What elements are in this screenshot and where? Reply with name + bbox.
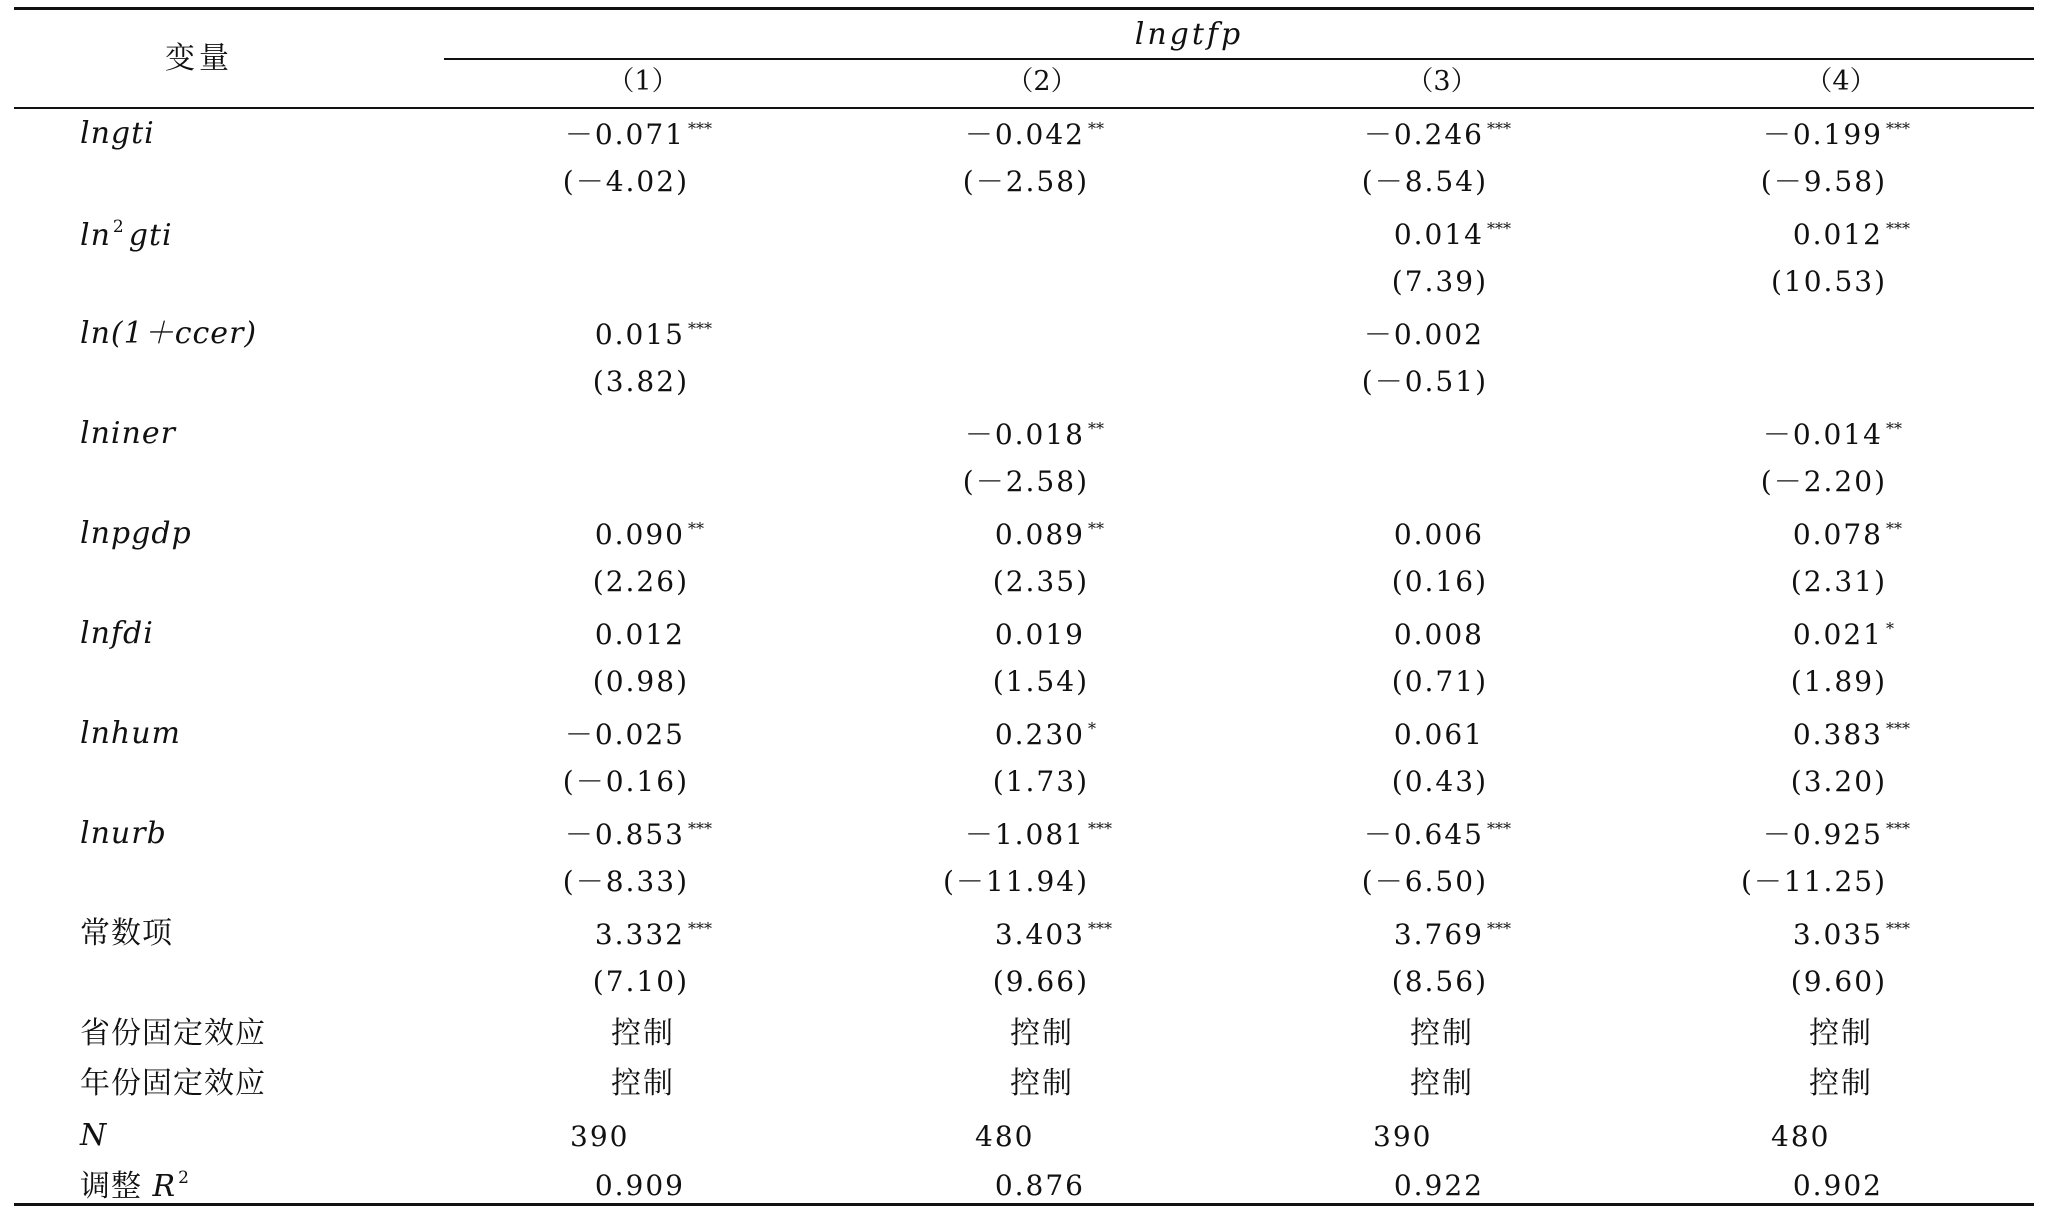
t-statistic: (－8.54) [1361, 165, 1488, 198]
coefficient-value: 0.383 [1792, 718, 1883, 751]
significance-stars: *** [1487, 119, 1511, 138]
control-value: 控制 [1410, 1066, 1474, 1101]
t-statistic: (－2.58) [962, 165, 1089, 198]
column-header: （3） [1406, 66, 1478, 97]
coefficient-value: 0.019 [994, 618, 1085, 651]
column-header: （2） [1006, 66, 1078, 97]
significance-stars: * [1088, 719, 1096, 738]
coefficient-value: 3.403 [994, 918, 1085, 951]
coefficient-cell [564, 718, 685, 751]
significance-stars: *** [1487, 819, 1511, 838]
significance-stars: ** [1088, 419, 1104, 438]
t-statistic: (7.10) [592, 965, 689, 998]
coefficient-cell [1363, 818, 1511, 851]
coefficient-cell [594, 618, 685, 651]
adjusted-r2-symbol: R [152, 1169, 177, 1204]
coefficient-cell [1792, 218, 1910, 251]
significance-stars: *** [1886, 819, 1910, 838]
coefficient-cell [1792, 918, 1910, 951]
significance-stars: * [1886, 619, 1894, 638]
significance-stars: *** [1886, 919, 1910, 938]
t-statistic: (－11.25) [1740, 865, 1887, 898]
t-statistic: (9.60) [1790, 965, 1887, 998]
variable-label: ln(1＋ccer) [80, 316, 258, 351]
variable-label: lngti [80, 116, 155, 151]
coefficient-cell [1762, 818, 1910, 851]
coefficient-value: －0.246 [1363, 118, 1484, 151]
coefficient-value: －0.042 [964, 118, 1085, 151]
t-statistic: (1.54) [992, 665, 1089, 698]
observations-label: N [80, 1118, 108, 1153]
coefficient-value: 0.230 [994, 718, 1085, 751]
t-statistic: (0.71) [1391, 665, 1488, 698]
significance-stars: *** [1886, 219, 1910, 238]
variable-label: lnhum [80, 716, 182, 751]
coefficient-cell [1393, 718, 1484, 751]
coefficient-cell [564, 118, 712, 151]
t-statistic: (－11.94) [942, 865, 1089, 898]
t-statistic: (7.39) [1391, 265, 1488, 298]
coefficient-value: －1.081 [964, 818, 1085, 851]
significance-stars: *** [688, 919, 712, 938]
t-statistic: (3.20) [1790, 765, 1887, 798]
t-statistic: (－4.02) [562, 165, 689, 198]
coefficient-cell [1393, 618, 1484, 651]
adjusted-r2-value: 0.876 [994, 1169, 1085, 1202]
coefficient-cell [594, 918, 712, 951]
coefficient-value: 0.012 [1792, 218, 1883, 251]
control-value: 控制 [611, 1066, 675, 1101]
coefficient-value: 0.078 [1792, 518, 1883, 551]
observations-value: 480 [975, 1120, 1035, 1153]
coefficient-value: －0.645 [1363, 818, 1484, 851]
control-value: 控制 [1410, 1016, 1474, 1051]
variable-header: 变量 [165, 41, 233, 76]
adjusted-r2-label [80, 1170, 194, 1202]
variable-superscript: 2 [112, 217, 125, 237]
coefficient-value: 0.015 [594, 318, 685, 351]
adjusted-r2-text: 调整 [80, 1169, 153, 1204]
coefficient-cell [964, 418, 1104, 451]
significance-stars: *** [1088, 819, 1112, 838]
variable-label: lnpgdp [80, 516, 192, 551]
coefficient-cell [1762, 418, 1902, 451]
variable-suffix: gti [128, 218, 173, 253]
coefficient-cell [1363, 318, 1484, 351]
observations-value: 480 [1771, 1120, 1831, 1153]
column-header: （1） [607, 66, 679, 97]
coefficient-cell [994, 518, 1104, 551]
t-statistic: (2.31) [1790, 565, 1887, 598]
coefficient-value: 0.006 [1393, 518, 1484, 551]
coefficient-value: 0.008 [1393, 618, 1484, 651]
adjusted-r2-superscript: 2 [178, 1168, 190, 1188]
t-statistic: (2.26) [592, 565, 689, 598]
coefficient-cell [564, 818, 712, 851]
t-statistic: (9.66) [992, 965, 1089, 998]
variable-label: lnfdi [80, 616, 154, 651]
header-rule [14, 107, 2034, 109]
variable-label: 常数项 [80, 916, 173, 951]
top-rule [14, 7, 2034, 10]
coefficient-cell [1792, 618, 1894, 651]
coefficient-value: －0.014 [1762, 418, 1883, 451]
t-statistic: (8.56) [1391, 965, 1488, 998]
control-value: 控制 [1809, 1066, 1873, 1101]
control-value: 控制 [1809, 1016, 1873, 1051]
coefficient-value: 0.021 [1792, 618, 1883, 651]
significance-stars: ** [1088, 519, 1104, 538]
control-value: 控制 [1010, 1066, 1074, 1101]
coefficient-value: －0.025 [564, 718, 685, 751]
variable-label: lniner [80, 416, 176, 451]
coefficient-cell [1393, 918, 1511, 951]
adjusted-r2-value: 0.922 [1393, 1169, 1484, 1202]
significance-stars: ** [1886, 419, 1902, 438]
t-statistic: (1.73) [992, 765, 1089, 798]
coefficient-value: 0.089 [994, 518, 1085, 551]
coefficient-value: －0.002 [1363, 318, 1484, 351]
coefficient-value: 3.769 [1393, 918, 1484, 951]
coefficient-cell [994, 718, 1096, 751]
coefficient-cell [964, 818, 1112, 851]
coefficient-value: －0.925 [1762, 818, 1883, 851]
significance-stars: *** [688, 319, 712, 338]
coefficient-cell [994, 918, 1112, 951]
adjusted-r2-value: 0.909 [594, 1169, 685, 1202]
significance-stars: ** [1088, 119, 1104, 138]
dependent-variable-header: lngtfp [1134, 17, 1244, 52]
t-statistic: (－8.33) [562, 865, 689, 898]
coefficient-cell [1792, 518, 1902, 551]
variable-label [80, 219, 173, 251]
t-statistic: (0.98) [592, 665, 689, 698]
significance-stars: ** [688, 519, 704, 538]
observations-value: 390 [570, 1120, 630, 1153]
coefficient-cell [1762, 118, 1910, 151]
bottom-rule [14, 1203, 2034, 1206]
coefficient-value: 0.014 [1393, 218, 1484, 251]
coefficient-cell [594, 518, 704, 551]
significance-stars: ** [1886, 519, 1902, 538]
variable-label: lnurb [80, 816, 167, 851]
t-statistic: (－0.51) [1361, 365, 1488, 398]
control-value: 控制 [1010, 1016, 1074, 1051]
t-statistic: (－9.58) [1760, 165, 1887, 198]
t-statistic: (－2.20) [1760, 465, 1887, 498]
t-statistic: (3.82) [592, 365, 689, 398]
coefficient-cell [594, 318, 712, 351]
t-statistic: (－2.58) [962, 465, 1089, 498]
coefficient-cell [1393, 218, 1511, 251]
t-statistic: (1.89) [1790, 665, 1887, 698]
column-header: （4） [1805, 66, 1877, 97]
coefficient-cell [994, 618, 1085, 651]
control-label: 年份固定效应 [80, 1066, 266, 1101]
coefficient-value: －0.071 [564, 118, 685, 151]
t-statistic: (0.16) [1391, 565, 1488, 598]
coefficient-cell [1363, 118, 1511, 151]
significance-stars: *** [1487, 219, 1511, 238]
coefficient-value: 3.035 [1792, 918, 1883, 951]
coefficient-value: －0.853 [564, 818, 685, 851]
control-label: 省份固定效应 [80, 1016, 266, 1051]
group-underline [444, 58, 2034, 60]
observations-value: 390 [1373, 1120, 1433, 1153]
significance-stars: *** [1088, 919, 1112, 938]
t-statistic: (－0.16) [562, 765, 689, 798]
coefficient-value: －0.199 [1762, 118, 1883, 151]
coefficient-value: 3.332 [594, 918, 685, 951]
adjusted-r2-value: 0.902 [1792, 1169, 1883, 1202]
t-statistic: (－6.50) [1361, 865, 1488, 898]
coefficient-value: －0.018 [964, 418, 1085, 451]
t-statistic: (0.43) [1391, 765, 1488, 798]
coefficient-value: 0.090 [594, 518, 685, 551]
significance-stars: *** [1886, 119, 1910, 138]
coefficient-cell [964, 118, 1104, 151]
coefficient-cell [1792, 718, 1910, 751]
t-statistic: (10.53) [1770, 265, 1887, 298]
significance-stars: *** [688, 819, 712, 838]
significance-stars: *** [688, 119, 712, 138]
t-statistic: (2.35) [992, 565, 1089, 598]
significance-stars: *** [1886, 719, 1910, 738]
coefficient-value: 0.061 [1393, 718, 1484, 751]
significance-stars: *** [1487, 919, 1511, 938]
coefficient-cell [1393, 518, 1484, 551]
coefficient-value: 0.012 [594, 618, 685, 651]
variable-prefix: ln [80, 218, 111, 253]
control-value: 控制 [611, 1016, 675, 1051]
